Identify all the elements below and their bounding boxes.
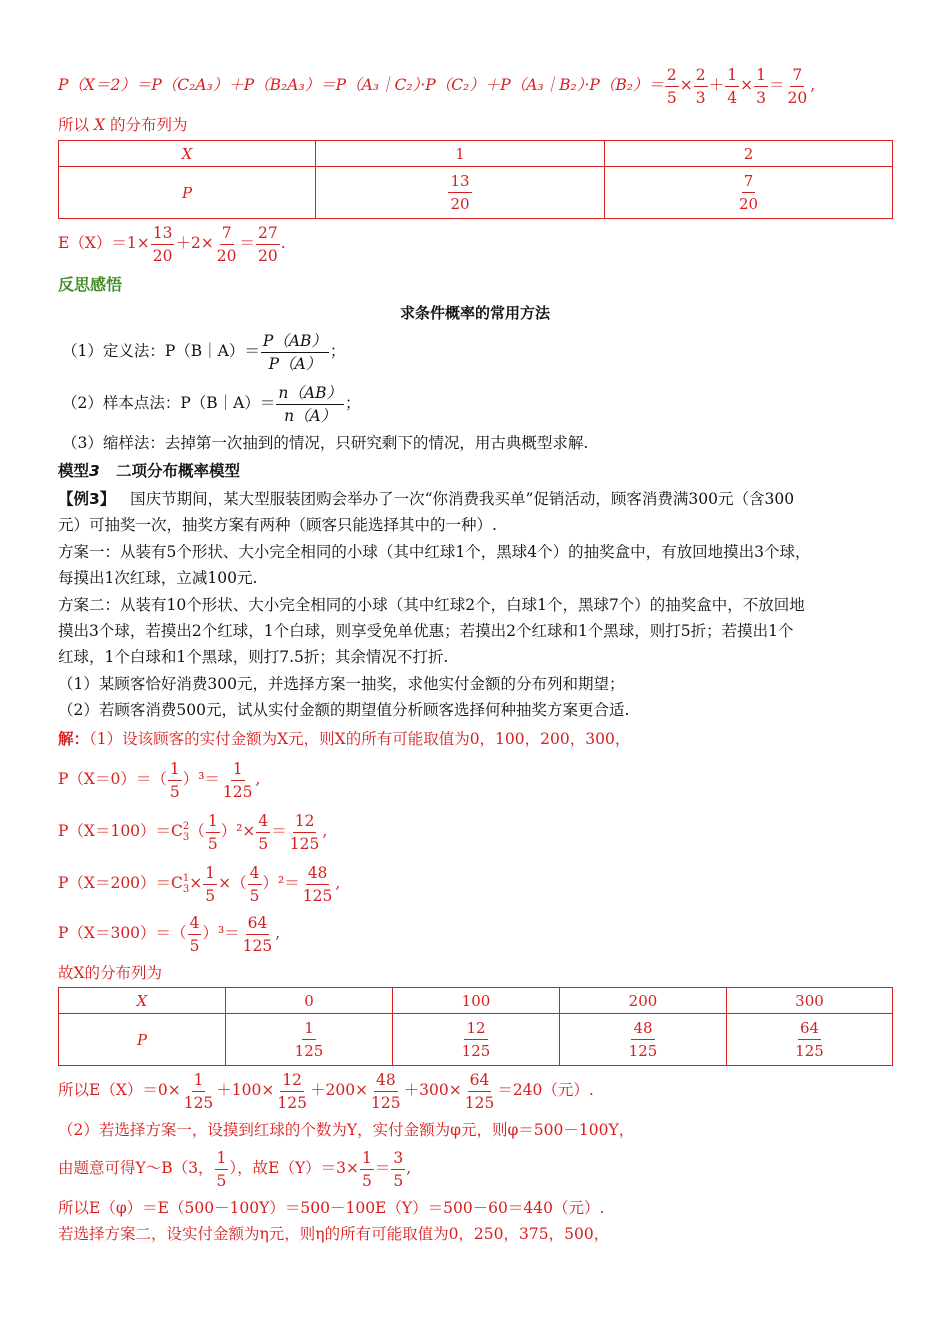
plan1-line-1: 方案一：从装有5个形状、大小完全相同的小球（其中红球1个，黑球4个）的抽奖盒中，有放回地摸出3个球，: [58, 543, 811, 561]
reflection-heading: 反思感悟: [58, 275, 123, 294]
reflection-title: 求条件概率的常用方法: [399, 304, 550, 322]
question-2: （2）若顾客消费500元，试从实付金额的期望值分析顾客选择何种抽奖方案更合适.: [58, 701, 630, 719]
table-row-label: P: [59, 167, 316, 219]
table-header-cell: 100: [393, 988, 560, 1014]
plan2-line-2: 摸出3个球，若摸出2个红球，1个白球，则享受免单优惠；若摸出2个红球和1个黑球，则打5折；若摸出1个: [58, 622, 794, 640]
solution-part2-line-4: 若选择方案二，设实付金额为η元，则η的所有可能取值为0，250，375，500，: [58, 1225, 610, 1243]
solution-part2-line-3: 所以E（φ）＝E（500－100Y）＝500－100E（Y）＝500－60＝440（元）.: [58, 1199, 605, 1217]
expectation-line-2: 所以E（X）＝0× $\frac{1}{125}$ ＋100× $\frac{12}{125}$ ＋200× $\frac{48}{125}$ ＋300× $\frac{64}{125}$ ＝240（元）.: [58, 1070, 594, 1112]
formula-px2: P（X＝2）＝P（C₂A₃）＋P（B₂A₃）＝P（A₃｜C₂）·P（C₂）＋P（A₃｜B₂）·P（B₂）＝ $\frac{2}{5}$ × $\frac{2}{3}$ ＋ $\frac{1}{4}$ × $\frac{1}{3}$ ＝ $\frac{7}{20}$ ,: [58, 65, 816, 107]
method-3: （3）缩样法：去掉第一次抽到的情况，只研究剩下的情况，用古典概型求解.: [62, 434, 589, 452]
table-header-cell: 1: [316, 141, 605, 167]
method-1: （1）定义法：P（B｜A）＝ $\frac{P(AB)}{P(A)}$ ；: [62, 331, 346, 373]
plan2-line-1: 方案二：从装有10个形状、大小完全相同的小球（其中红球2个，白球1个，黑球7个）的抽奖盒中，不放回地: [58, 596, 805, 614]
plan2-line-3: 红球，1个白球和1个黑球，则打7.5折；其余情况不打折.: [58, 648, 449, 666]
model3-heading: 模型3 二项分布概率模型: [58, 462, 241, 480]
fraction: $\frac{2}{3}$: [695, 65, 706, 107]
fraction: $\frac{7}{20}$: [787, 65, 808, 107]
solution-line-1: 解：（1）设该顾客的实付金额为X元，则X的所有可能取值为0，100，200，300，: [58, 730, 631, 748]
table-cell: $\frac{1}{125}$: [226, 1014, 393, 1066]
solution-part2-line-1: （2）若选择方案一，设摸到红球的个数为Y，实付金额为φ元，则φ＝500－100Y，: [58, 1121, 635, 1139]
dist2-intro: 故X的分布列为: [58, 964, 163, 982]
table-row-label: P: [59, 1014, 226, 1066]
table-cell: $\frac{64}{125}$: [727, 1014, 893, 1066]
expectation-line-1: E（X）＝1× $\frac{13}{20}$ ＋2× $\frac{7}{20}$ ＝ $\frac{27}{20}$ .: [58, 223, 286, 265]
question-1: （1）某顾客恰好消费300元，并选择方案一抽奖，求他实付金额的分布列和期望；: [58, 675, 625, 693]
table-cell: $\frac{7}{20}$: [605, 167, 893, 219]
prob-x0: P（X＝0）＝（ $\frac{1}{5}$ ）³＝ $\frac{1}{125}$ ,: [58, 759, 261, 801]
fraction: $\frac{1}{3}$: [756, 65, 766, 107]
fraction: $\frac{2}{5}$: [666, 65, 677, 107]
dist1-intro: 所以 X 的分布列为: [58, 116, 188, 134]
table-cell: $\frac{13}{20}$: [316, 167, 605, 219]
table-header-cell: 200: [560, 988, 727, 1014]
table-header-cell: X: [59, 988, 226, 1014]
table-header-cell: 2: [605, 141, 893, 167]
table-cell: $\frac{12}{125}$: [393, 1014, 560, 1066]
formula-lhs: P（X＝2）＝P（C₂A₃）＋P（B₂A₃）＝P（A₃｜C₂）·P（C₂）＋P（A₃｜B₂）·P（B₂）＝: [58, 76, 664, 94]
distribution-table-1: [58, 140, 893, 219]
example-line-2: 元）可抽奖一次，抽奖方案有两种（顾客只能选择其中的一种）.: [58, 516, 497, 534]
distribution-table-2: [58, 987, 893, 1066]
prob-x200: P（X＝200）＝C 1 3 × $\frac{1}{5}$ ×（ $\frac{4}{5}$ ）²＝ $\frac{48}{125}$ ,: [58, 863, 341, 905]
plan1-line-2: 每摸出1次红球，立减100元.: [58, 569, 258, 587]
table-cell: $\frac{48}{125}$: [560, 1014, 727, 1066]
table-header-cell: 0: [226, 988, 393, 1014]
solution-part2-line-2: 由题意可得Y～B（3， $\frac{1}{5}$ ），故E（Y）＝3× $\frac{1}{5}$ ＝ $\frac{3}{5}$ ,: [58, 1148, 412, 1190]
prob-x300: P（X＝300）＝（ $\frac{4}{5}$ ）³＝ $\frac{64}{125}$ ,: [58, 913, 281, 955]
fraction: $\frac{1}{4}$: [727, 65, 738, 107]
method-2: （2）样本点法：P（B｜A）＝ $\frac{n(AB)}{n(A)}$ ；: [62, 383, 361, 425]
table-header-cell: 300: [727, 988, 893, 1014]
table-header-cell: X: [59, 141, 316, 167]
example-line-1: 【例3】 国庆节期间，某大型服装团购会举办了一次“你消费我买单”促销活动，顾客消费满300元（含300: [58, 490, 795, 508]
prob-x100: P（X＝100）＝C 2 3 （ $\frac{1}{5}$ ）²× $\frac{4}{5}$ ＝ $\frac{12}{125}$ ,: [58, 811, 328, 853]
